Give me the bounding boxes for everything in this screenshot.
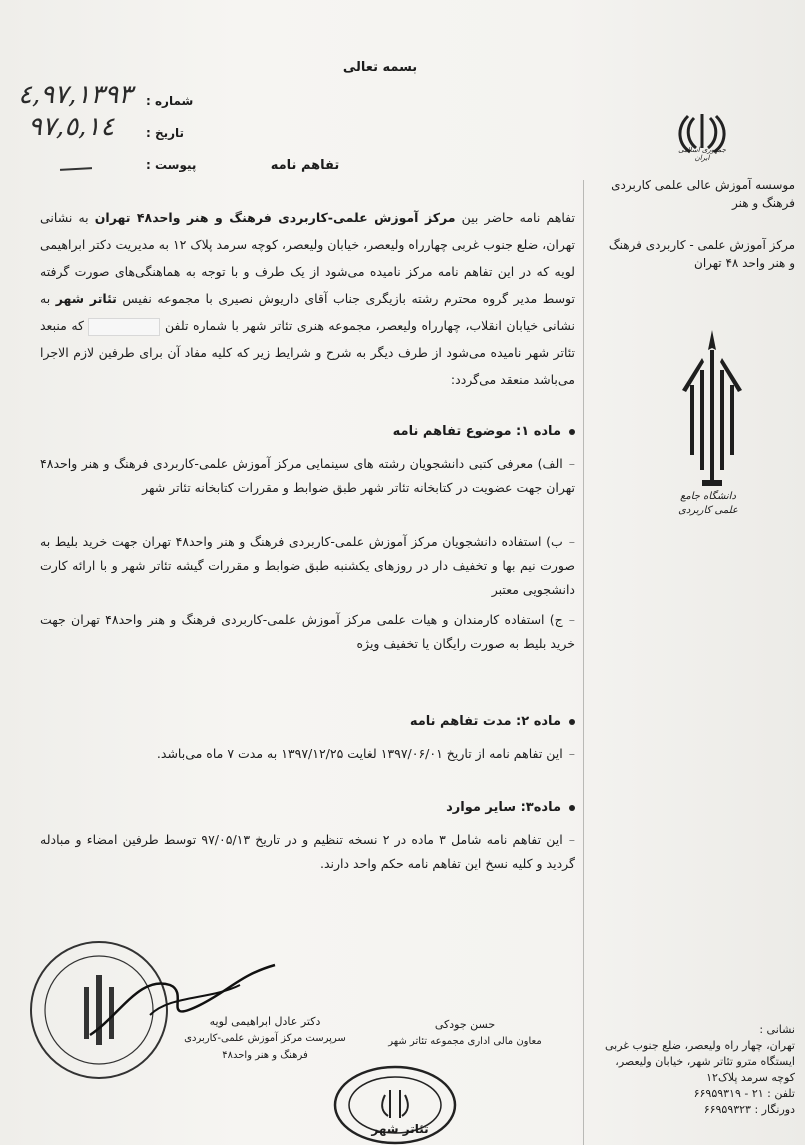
signer-left-title: سرپرست مرکز آموزش علمی-کاربردی فرهنگ و هنر واحد۴۸ — [184, 1033, 346, 1061]
article3-text: –این تفاهم نامه شامل ۳ ماده در ۲ نسخه تنظیم و در تاریخ ۹۷/۰۵/۱۳ توسط طرفین امضاء و مبادله گردید و کلیه نسخ این تفاهم نامه حکم واحد دارند. — [40, 832, 575, 871]
basmala: بسمه تعالی — [342, 60, 418, 75]
intro-text-c: به نشانی خیابان انقلاب، چهارراه ولیعصر، مجموعه هنری تئاتر شهر با شماره تلفن — [40, 291, 575, 333]
vertical-divider — [583, 180, 584, 1145]
uni-caption-line1: دانشگاه جامع — [680, 491, 736, 502]
article3-text-body: این تفاهم نامه شامل ۳ ماده در ۲ نسخه تنظیم و در تاریخ ۹۷/۰۵/۱۳ توسط طرفین امضاء و مبادله گردید و کلیه نسخ این تفاهم نامه حکم واحد دارند. — [40, 832, 575, 871]
signer-middle-title: معاون مالی اداری مجموعه تئاتر شهر — [388, 1036, 542, 1047]
center-name: مرکز آموزش علمی - کاربردی فرهنگ و هنر واحد ۴۸ تهران — [608, 238, 795, 270]
bullet-icon — [569, 805, 575, 811]
article2-heading — [380, 714, 575, 729]
intro-paragraph — [40, 204, 575, 393]
university-caption — [668, 490, 748, 518]
intro-party-center: مرکز آموزش علمی-کاربردی فرهنگ و هنر واحد۴۸ تهران — [94, 210, 456, 225]
intro-text-b: به نشانی تهران، ضلع جنوب غربی چهارراه ولیعصر، خیابان ولیعصر، کوچه سرمد پلاک ۱۲ به مدیریت دکتر ابراهیمی لویه که در این تفاهم نامه مرکز نامیده می‌شود از یک طرف و با توجه به هماهنگی‌های صورت گرفته توسط مدیر گروه محترم رشته بازیگری جناب آقای داریوش نصیری با مجموعه نفیس — [39, 210, 575, 306]
signature-middle — [360, 1016, 570, 1050]
signer-left-name: دکتر عادل ابراهیمی لویه — [209, 1015, 321, 1028]
article1-item-b: –ب) استفاده دانشجویان مرکز آموزش علمی-کاربردی فرهنگ و هنر واحد۴۸ تهران جهت خرید بلیط به صورت نیم بها و تخفیف دار در روزهای یکشنبه طبق ضوابط و مقررات گیشه تئاتر شهر و با ارائه کارت دانشجویی معتبر — [40, 534, 575, 597]
article3-heading-text: ماده۳: سایر موارد — [446, 800, 561, 815]
article1-heading — [380, 424, 575, 439]
article2-heading-text: ماده ۲: مدت تفاهم نامه — [409, 714, 561, 729]
address-body: تهران، چهار راه ولیعصر، ضلع جنوب غربی ایستگاه مترو تئاتر شهر، خیابان ولیعصر، کوچه سرمد پلاک۱۲ — [604, 1039, 795, 1084]
article2-text-body: این تفاهم نامه از تاریخ ۱۳۹۷/۰۶/۰۱ لغایت ۱۳۹۷/۱۲/۲۵ به مدت ۷ ماه می‌باشد. — [156, 746, 563, 761]
phone: تلفن : ۲۱ - ۶۶۹۵۹۳۱۹ — [693, 1087, 795, 1100]
article2-text: –این تفاهم نامه از تاریخ ۱۳۹۷/۰۶/۰۱ لغایت ۱۳۹۷/۱۲/۲۵ به مدت ۷ ماه می‌باشد. — [156, 746, 575, 761]
uni-caption-line2: علمی کاربردی — [678, 505, 738, 516]
intro-text-a: تفاهم نامه حاضر بین — [455, 210, 575, 225]
date-label: تاریخ : — [146, 126, 185, 140]
redacted-phone — [88, 318, 160, 336]
intro-party-theater: تئاتر شهر — [55, 291, 117, 306]
article1-item-b-text: ب) استفاده دانشجویان مرکز آموزش علمی-کاربردی فرهنگ و هنر واحد۴۸ تهران جهت خرید بلیط به صورت نیم بها و تخفیف دار در روزهای یکشنبه طبق ضوابط و مقررات گیشه تئاتر شهر و با ارائه کارت دانشجویی معتبر — [40, 534, 575, 597]
number-label: شماره : — [146, 94, 194, 108]
bullet-icon — [569, 719, 575, 725]
article3-heading — [380, 800, 575, 815]
fax: دورنگار : ۶۶۹۵۹۳۲۳ — [703, 1103, 795, 1116]
emblem-caption: جمهوری اسلامی ایران — [678, 146, 726, 162]
bullet-icon — [569, 429, 575, 435]
article1-item-a-text: الف) معرفی کتبی دانشجویان رشته های سینمایی مرکز آموزش علمی-کاربردی فرهنگ و هنر واحد۴۸ تهران جهت عضویت در کتابخانه تئاتر شهر طبق ضوابط و مقررات کتابخانه تئاتر شهر — [40, 456, 575, 495]
article1-item-c-text: ج) استفاده کارمندان و هیات علمی مرکز آموزش علمی-کاربردی فرهنگ و هنر واحد۴۸ تهران جهت خرید بلیط به صورت رایگان یا تخفیف ویژه — [40, 612, 575, 651]
number-value: ٤,٩٧,١٣٩٣ — [18, 80, 133, 110]
address-block — [600, 1022, 795, 1118]
date-value: ٩٧,٥,١٤ — [28, 112, 115, 142]
university-logo-icon — [672, 330, 752, 500]
signer-middle-name: حسن جودکی — [434, 1018, 496, 1031]
intro-text-d: که منبعد تئاتر شهر نامیده می‌شود از طرف دیگر به شرح و شرایط زیر که کلیه مفاد آن برای طرفین لازم الاجرا می‌باشد منعقد می‌گردد: — [40, 318, 575, 387]
institution-name: موسسه آموزش عالی علمی کاربردی فرهنگ و هنر — [611, 178, 795, 210]
address-title: نشانی : — [759, 1023, 795, 1036]
article1-heading-text: ماده ۱: موضوع تفاهم نامه — [392, 424, 561, 439]
article1-item-a: –الف) معرفی کتبی دانشجویان رشته های سینمایی مرکز آموزش علمی-کاربردی فرهنگ و هنر واحد۴۸ تهران جهت عضویت در کتابخانه تئاتر شهر طبق ضوابط و مقررات کتابخانه تئاتر شهر — [40, 456, 575, 495]
attachment-label: پیوست : — [146, 158, 197, 172]
attachment-value-dash — [60, 167, 92, 171]
document-title: تفاهم نامه — [270, 158, 340, 173]
article1-item-c: –ج) استفاده کارمندان و هیات علمی مرکز آموزش علمی-کاربردی فرهنگ و هنر واحد۴۸ تهران جهت خرید بلیط به صورت رایگان یا تخفیف ویژه — [40, 612, 575, 651]
theater-stamp-label: تئاتر شهر — [371, 1122, 429, 1136]
